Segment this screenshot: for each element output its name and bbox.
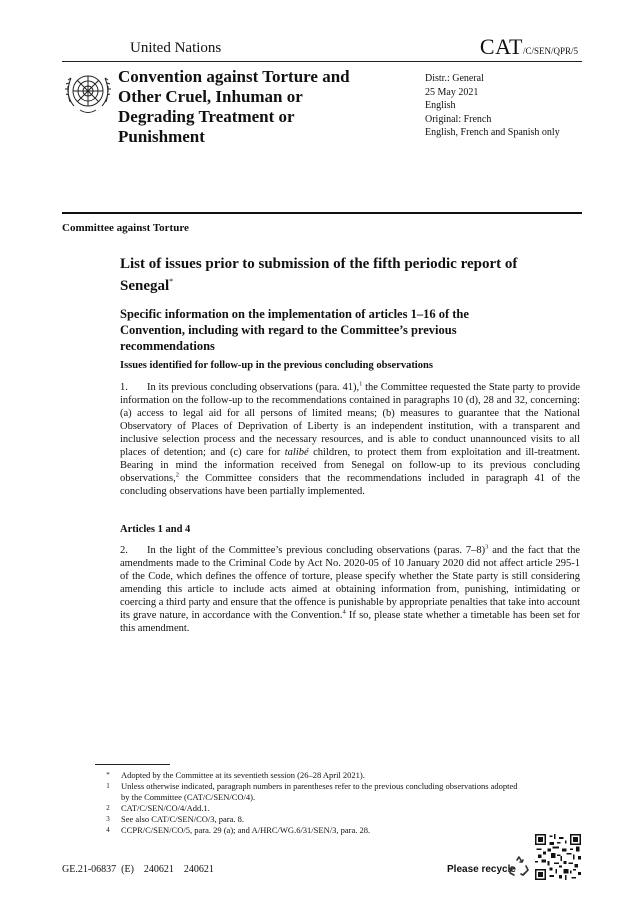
footnote — [95, 770, 525, 781]
languages-only-line: English, French and Spanish only — [425, 127, 560, 138]
footnote-ref: 1 — [359, 380, 363, 388]
page-title — [120, 255, 520, 295]
footnote-ref: 2 — [175, 471, 179, 479]
language-line: English — [425, 100, 456, 111]
footnotes — [95, 770, 525, 836]
footnote-mark: 3 — [106, 815, 110, 823]
paragraph-1 — [120, 381, 580, 498]
footnote-mark: 2 — [106, 804, 110, 812]
articles-heading: Articles 1 and 4 — [120, 524, 191, 535]
footnote — [95, 781, 525, 803]
footnote-text: CCPR/C/SEN/CO/5, para. 29 (a); and A/HRC/WG.6/31/SEN/3, para. 28. — [121, 825, 371, 835]
document-symbol — [480, 34, 578, 60]
paragraph-text: children, to protect them from exploitation and ill-treatment. Bearing in mind the information received from Senegal on follow-up to its previous concluding observations, — [120, 447, 580, 484]
distribution-block — [425, 72, 560, 140]
footnote-ref: 4 — [342, 608, 346, 616]
paragraph-number: 1. — [120, 382, 128, 393]
footnote-text: Unless otherwise indicated, paragraph numbers in parentheses refer to the previous concluding observations adopted by the Committee (CAT/C/SEN/CO/4). — [121, 781, 518, 802]
organization-name: United Nations — [130, 40, 222, 56]
recycle-label: Please recycle — [447, 864, 516, 875]
title-footnote-mark: * — [169, 277, 174, 286]
footnote-mark: 1 — [106, 782, 110, 790]
footnote-mark: 4 — [106, 826, 110, 834]
paragraph-text: If so, please state whether a timetable has been set for this amendment. — [120, 610, 580, 634]
footnote-rule — [95, 764, 170, 765]
paragraph-text: the Committee considers that the recommendations included in paragraph 41 of the concluding observations have been partially implemented. — [120, 473, 580, 497]
committee-name: Committee against Torture — [62, 222, 189, 234]
convention-title: Convention against Torture and Other Cruel, Inhuman or Degrading Treatment or Punishment — [118, 67, 350, 146]
followup-heading: Issues identified for follow-up in the previous concluding observations — [120, 360, 433, 371]
footnote-mark: * — [106, 771, 110, 779]
paragraph-italic: talibé — [284, 447, 309, 458]
date-line: 25 May 2021 — [425, 86, 479, 98]
page-subtitle: Specific information on the implementation of articles 1–16 of the Convention, including with regard to the Committee’s previous recommendations — [120, 307, 469, 353]
paragraph-number: 2. — [120, 545, 128, 556]
footnote-text: Adopted by the Committee at its seventieth session (26–28 April 2021). — [121, 770, 365, 780]
job-number: GE.21-06837 (E) 240621 240621 — [62, 864, 214, 875]
title-text: List of issues prior to submission of the fifth periodic report of Senegal — [120, 256, 518, 294]
paragraph-text: In its previous concluding observations (para. 41), — [147, 382, 360, 393]
footnote — [95, 814, 525, 825]
section-rule — [62, 212, 582, 214]
symbol-main: CAT — [479, 34, 523, 59]
footnote — [95, 803, 525, 814]
footnote — [95, 825, 525, 836]
paragraph-text: In the light of the Committee’s previous concluding observations (paras. 7–8) — [147, 545, 486, 556]
original-line: Original: French — [425, 113, 492, 125]
distr-line: Distr.: General — [425, 73, 484, 84]
footnote-text: See also CAT/C/SEN/CO/3, para. 8. — [121, 814, 245, 824]
footnote-ref: 3 — [485, 543, 489, 551]
paragraph-text: the Committee requested the State party to provide information on the follow-up to the recommendations contained in paragraphs 10 (d), 28 and 32, concerning: (a) access to legal aid for all persons of limited means; (b) measures to guarantee that the National Observatory of Places of Deprivation of Liberty is an independent institution, with a transparent and inclusive selection process and the necessary resources, and is able to conduct unannounced visits to all places of detention; and (c) care for — [120, 382, 580, 458]
recycle-icon — [508, 856, 530, 878]
paragraph-text: and the fact that the amendments made to the Criminal Code by Act No. 2020-05 of 10 January 2020 did not affect article 295-1 of the Code, which defines the offence of torture, please specify whether the State party is still considering amending this article to include acts aimed at obtaining information from, punishing, intimidating or coercing a third party and ensure that the offence is punishable by appropriate penalties that take into account its grave nature, in accordance with the Convention. — [120, 545, 580, 621]
symbol-sub: /C/SEN/QPR/5 — [522, 46, 578, 56]
un-emblem-icon — [62, 68, 114, 118]
paragraph-2 — [120, 544, 580, 635]
footnote-text: CAT/C/SEN/CO/4/Add.1. — [121, 803, 210, 813]
header-rule — [62, 61, 582, 62]
qr-code-icon — [535, 834, 581, 880]
